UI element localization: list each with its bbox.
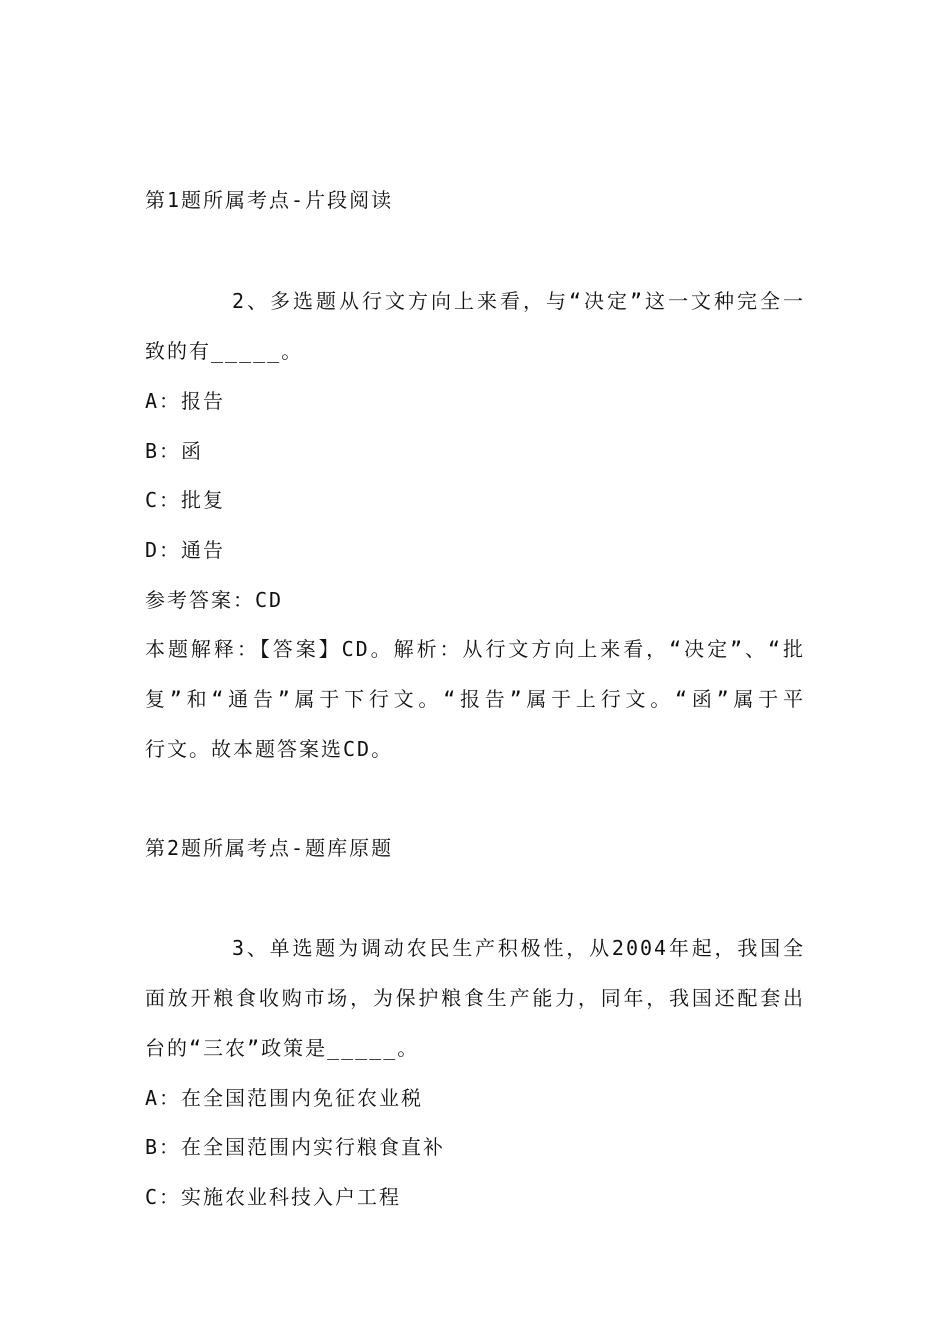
question-2-option-b: B：函 <box>145 439 204 463</box>
question-2-option-d: D：通告 <box>145 538 226 562</box>
question-3-stem-line-3: 台的“三农”政策是_____。 <box>145 1036 420 1060</box>
question-2-stem-line-2: 致的有_____。 <box>145 339 304 363</box>
question-3-stem-line-2: 面放开粮食收购市场，为保护粮食生产能力，同年，我国还配套出 <box>145 986 805 1010</box>
question-3-option-b: B：在全国范围内实行粮食直补 <box>145 1135 446 1159</box>
section-heading-1: 第1题所属考点-片段阅读 <box>145 188 394 212</box>
section-heading-2: 第2题所属考点-题库原题 <box>145 836 394 860</box>
question-3-option-c: C：实施农业科技入户工程 <box>145 1185 402 1209</box>
question-2-explanation-line-2: 复”和“通告”属于下行文。“报告”属于上行文。“函”属于平 <box>145 687 805 711</box>
question-2-option-a: A：报告 <box>145 389 226 413</box>
question-2-explanation-line-3: 行文。故本题答案选CD。 <box>145 737 394 761</box>
question-3-option-a: A：在全国范围内免征农业税 <box>145 1086 424 1110</box>
question-2-option-c: C：批复 <box>145 488 226 512</box>
question-2-stem-line-1: 2、多选题从行文方向上来看，与“决定”这一文种完全一 <box>232 289 805 313</box>
question-2-explanation-line-1: 本题解释：【答案】CD。解析：从行文方向上来看，“决定”、“批 <box>145 637 805 661</box>
question-2-answer: 参考答案：CD <box>145 588 284 612</box>
question-3-stem-line-1: 3、单选题为调动农民生产积极性，从2004年起，我国全 <box>232 936 805 960</box>
